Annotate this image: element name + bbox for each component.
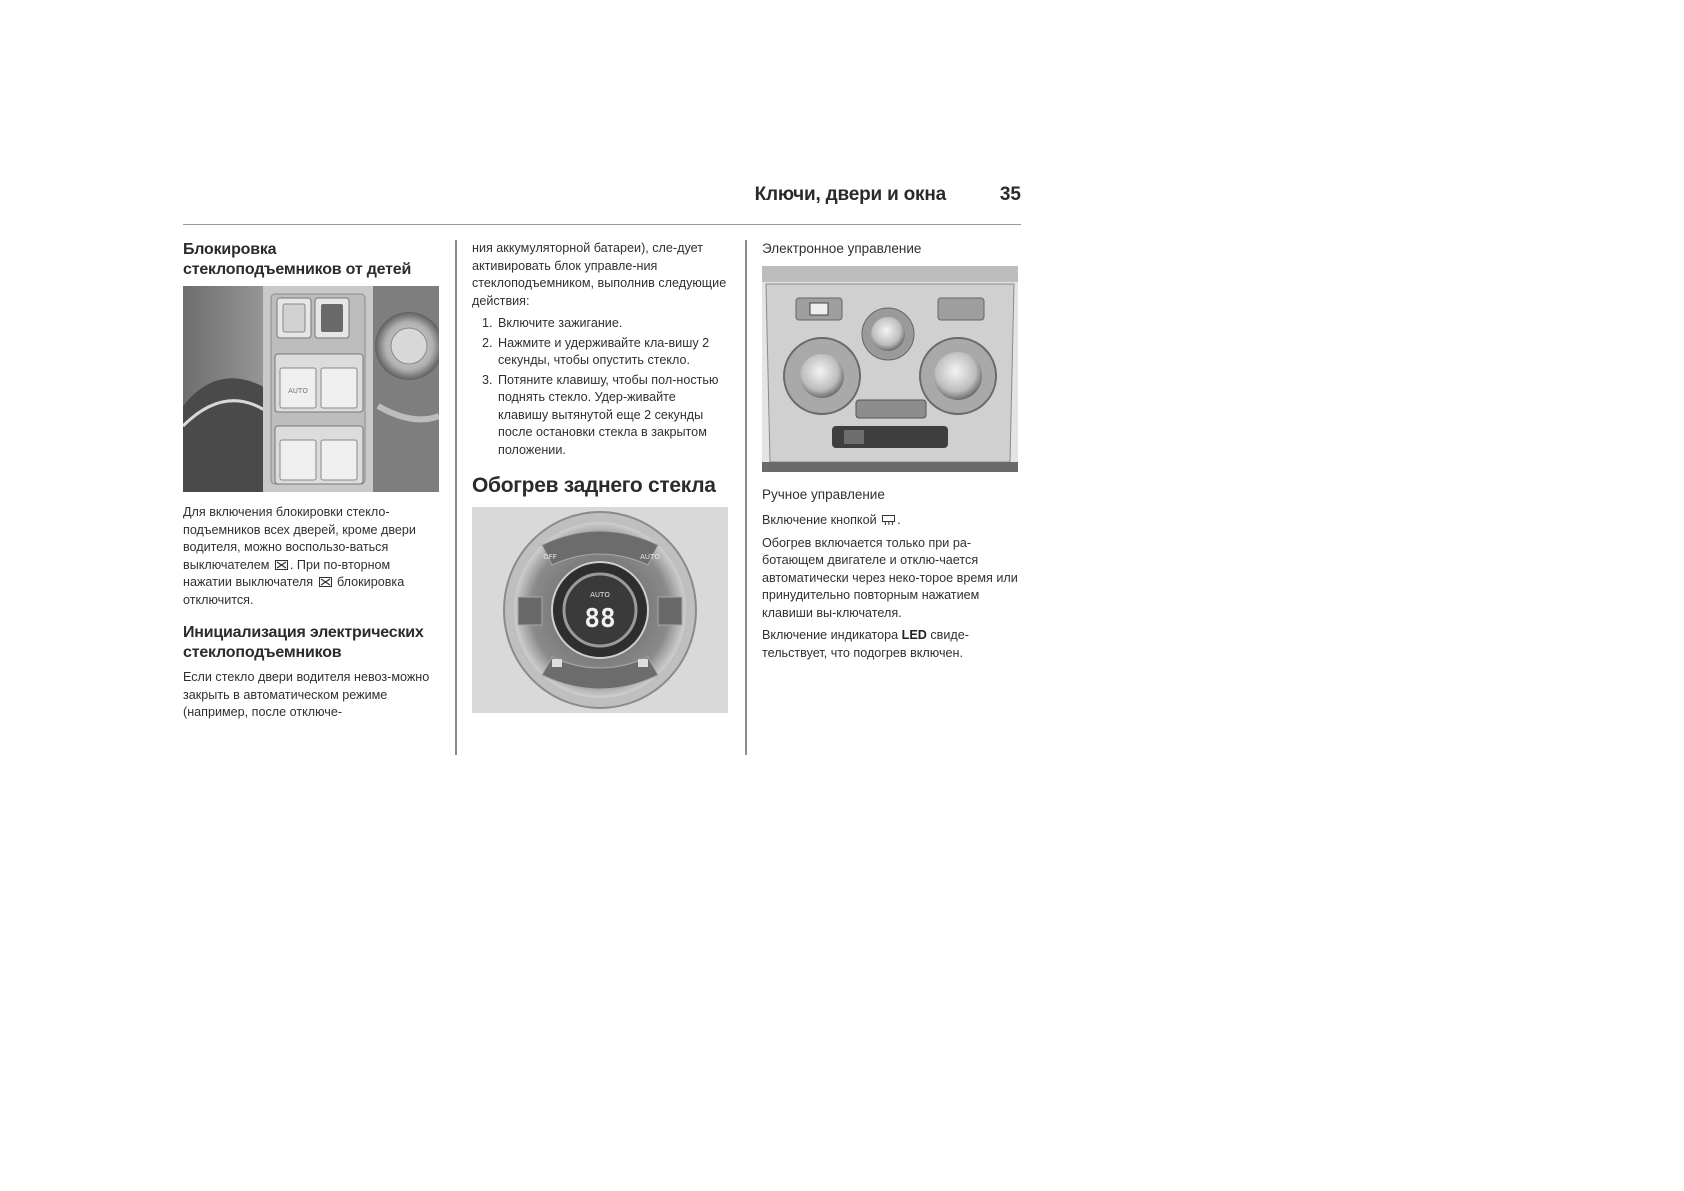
column-2 — [472, 240, 728, 725]
climate-control-figure — [472, 507, 728, 713]
column-1 — [183, 240, 439, 727]
climate-auto-label: AUTO — [590, 591, 610, 599]
defrost-paragraph: Обогрев включается только при ра-ботающем двигателе и отклю-чается автоматически через неко-торое время или принудительно повторным нажатием клавиши вы-ключателя. — [762, 535, 1018, 620]
child-lock-paragraph: Для включения блокировки стекло-подъемников всех дверей, кроме двери водителя, можно воспользо-ваться выключателем . При по-вторном нажатии выключателя блокировка отключится. — [183, 505, 416, 607]
svg-text:AUTO: AUTO — [288, 387, 308, 395]
child-lock-icon — [275, 560, 288, 570]
list-item: 2. Нажмите и удерживайте кла-вишу 2 секунды, чтобы опустить стекло. — [496, 335, 728, 370]
led-label: LED — [901, 628, 927, 642]
caption-manual: Ручное управление — [762, 487, 885, 502]
window-switch-figure — [183, 286, 439, 492]
rear-defrost-icon — [882, 515, 895, 525]
manual-climate-figure — [762, 266, 1018, 472]
climate-display-digits: 88 — [584, 604, 616, 634]
init-steps-list — [472, 315, 728, 459]
list-item: 1. Включите зажигание. — [496, 315, 728, 333]
caption-electronic: Электронное управление — [762, 241, 922, 256]
list-item: 3. Потяните клавишу, чтобы пол-ностью поднять стекло. Удер-живайте клавишу вытянутой еще 2 секунды после остановки стекла в закрытом положении. — [496, 372, 728, 460]
child-lock-icon — [319, 577, 332, 587]
column-divider — [745, 240, 747, 755]
climate-auto-button-label: AUTO — [640, 553, 660, 561]
switch-on-line: Включение кнопкой . — [762, 513, 901, 527]
column-3 — [762, 240, 1022, 667]
led-paragraph: Включение индикатора LED свиде-тельствует, что подогрев включен. — [762, 628, 969, 660]
climate-off-label: OFF — [543, 553, 557, 561]
section-heading-init: Инициализация электрических стеклоподъемников — [183, 624, 424, 661]
column-divider — [455, 240, 457, 755]
section-heading-rear-defrost: Обогрев заднего стекла — [472, 474, 716, 497]
init-paragraph: Если стекло двери водителя невоз-можно закрыть в автоматическом режиме (например, после отключе- — [183, 670, 430, 719]
page-number: 35 — [999, 184, 1021, 205]
section-heading-child-lock: Блокировка стеклоподъемников от детей — [183, 241, 412, 278]
chapter-title: Ключи, двери и окна — [754, 184, 946, 205]
page-header — [183, 180, 1021, 225]
init-paragraph-continued: ния аккумуляторной батареи), сле-дует активировать блок управле-ния стеклоподъемником, выполнив следующие действия: — [472, 241, 727, 308]
